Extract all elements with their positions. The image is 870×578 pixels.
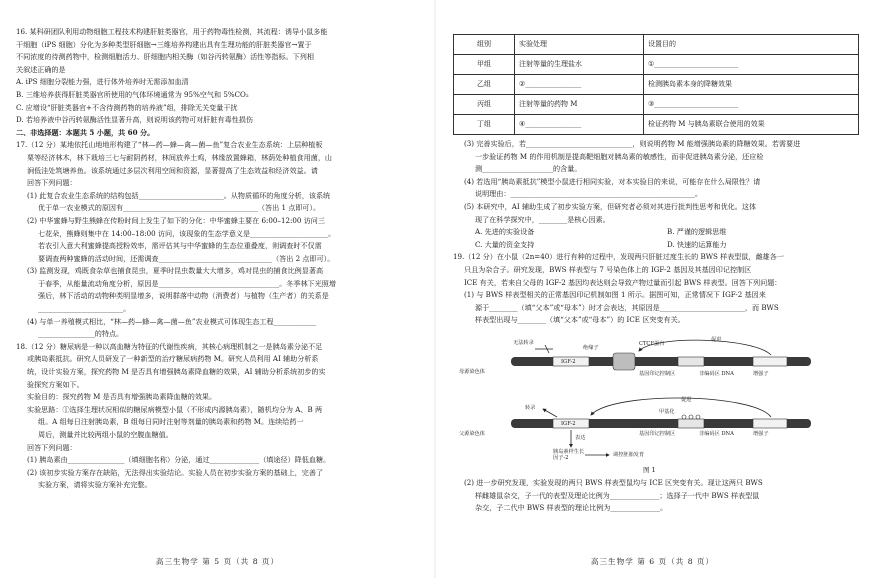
q17-sub: (1) 此复合农业生态系统的结构包括________________________。从物质循环的角度分析，该系统	[27, 190, 331, 200]
q19-line: 样表型出现与________（填“父本”或“母本”）的 ICE 区突变有关。	[475, 315, 685, 325]
q18-line: 实验思路：①选择生理状况相似的糖尿病模型小鼠（不形成内源胰岛素），随机均分为 A、B 两	[27, 404, 323, 414]
methyl-group	[696, 415, 700, 419]
q17-line: 涧低洼处筑塘养鱼。该系统通过多层次利用空间和资源，显著提高了生态效益和经济效益。请	[27, 165, 318, 175]
experiment-table	[453, 34, 859, 135]
q18-cont: (5) 本研究中，AI 辅助生成了初步实验方案，但研究者必须对其进行批判性思考和优化。这体	[464, 201, 757, 211]
page-5-content	[16, 26, 424, 492]
q17-sub: 强后，林下活动的动物种类明显增多，说明群落中动物（消费者）与植物（生产者）的关系是	[38, 291, 329, 301]
q16-line: 关叙述正确的是	[16, 64, 66, 74]
page-6-content	[453, 34, 859, 515]
table-cell: 检测胰岛素本身的降糖效果	[644, 75, 859, 95]
table-header: 实验处理	[515, 35, 644, 55]
insulator-label: 绝缘子	[583, 344, 599, 351]
table-cell: ③________________________	[644, 95, 859, 115]
enhancer-label: 增强子	[753, 370, 769, 377]
express-label: 表达	[575, 434, 586, 441]
q19-line: (1) 与 BWS 样表型相关的正常基因印记机制如图 1 所示。据图可知，正常情况下 IGF-2 基因来	[464, 290, 766, 300]
noncoding-label: 非编码区 DNA	[699, 430, 734, 437]
q19-sub: 杂交，子二代中 BWS 样表型的理论比例为______________。	[475, 503, 668, 513]
table-cell: 注射等量的药物 M	[515, 95, 644, 115]
table-row	[454, 115, 859, 135]
icr-paternal	[678, 419, 704, 428]
q18-line: 或胰岛素抵抗。研究人员研发了一种新型的治疗糖尿病药物 M。研究人员利用 AI 辅助分析系	[27, 354, 319, 364]
noncoding-label: 非编码区 DNA	[699, 370, 734, 377]
page-6	[435, 0, 870, 578]
q16-line: 不同浓度的待测药物中，检测细胞活力、肝细胞内相关酶（如谷丙转氨酶）活性等指标。下列相	[16, 52, 314, 62]
table-header: 设置目的	[644, 35, 859, 55]
page-footer: 高三生物学 第 6 页（共 8 页）	[590, 557, 715, 566]
q16-option: A. iPS 细胞分裂能力强，进行体外培养时无需添加血清	[16, 77, 189, 87]
q17-sub: (4) 与单一养殖模式相比，“林—药—蜂—禽—菌—鱼”农业模式可体现生态工程____________	[27, 316, 317, 326]
table-header: 组别	[454, 35, 515, 55]
q18-sub: (2) 该初步实验方案存在缺陷，无法得出实验结论。实验人员在初步实验方案的基础上，完善了	[27, 467, 324, 477]
table-cell: 乙组	[454, 75, 515, 95]
transcribe-label: 转录	[525, 404, 536, 411]
section-heading: 二、非选择题：本题共 5 小题，共 60 分。	[16, 127, 155, 137]
table-row	[454, 95, 859, 115]
q17-sub: 优于单一农业模式的原因有______________________________________（答出 1 点即可）。	[38, 203, 321, 213]
methyl-label: 甲基化	[659, 408, 675, 415]
table-row	[454, 75, 859, 95]
table-cell: 甲组	[454, 55, 515, 75]
q18-options	[453, 226, 859, 251]
maternal-label: 母源染色体	[459, 368, 485, 375]
regulate-label: 调控胚胎发育	[613, 451, 645, 458]
q17-sub: ________________________。	[38, 304, 131, 314]
q18-line: 组。A 组每日注射胰岛素，B 组每日同时注射等剂量的胰岛素和药物 M。连续给药一	[38, 417, 304, 427]
icr-maternal	[678, 357, 704, 366]
q19-line: 源于________（填“父本”或“母本”）时才会表达，其原因是________________________，而 BWS	[475, 302, 779, 312]
promote-label: 促进	[681, 396, 692, 403]
q19-line: 只且为杂合子。研究发现，BWS 样表型与 7 号染色体上的 IGF-2 基因及其基因印记控制区	[464, 264, 752, 274]
gene-imprinting-diagram	[453, 331, 859, 477]
gene-label: IGF-2	[561, 358, 576, 365]
page-footer: 高三生物学 第 5 页（共 8 页）	[155, 557, 280, 566]
q19-line: ICE 有关，若来自父母的 IGF-2 基因均表达则会导致产物过量而引起 BWS 样表型。回答下列问题：	[464, 277, 782, 287]
q16-line: 16. 某科研团队利用动物细胞工程技术构建肝脏类器官，用于药物毒性检测，其流程：诱导小鼠多能	[16, 27, 328, 36]
q18-cont: (4) 若选用“胰岛素抵抗”模型小鼠进行相同实验，对本实验目的来说，可能存在什么局限性？请	[464, 176, 761, 186]
q18-cont: 一步验证药物 M 的作用机制是提高靶细胞对胰岛素的敏感性，而非促进胰岛素分泌，还应检	[475, 151, 764, 161]
table-cell: 检证药物 M 与胰岛素联合使用的效果	[644, 115, 859, 135]
q17-sub: 若农引入意大利蜜蜂提高授粉效率，需评估其与中华蜜蜂的生态位重叠度，则调查时不仅需	[38, 241, 322, 251]
q19-sub: 样雌雄鼠杂交，子一代的表型及理论比例为______________；选择子一代中 BWS 样表型鼠	[475, 490, 760, 500]
q16-option: C. 应增设“肝脏类器官+不含待测药物的培养液”组，排除无关变量干扰	[16, 102, 238, 112]
table-cell: 丁组	[454, 115, 515, 135]
transcribe-arrow	[543, 409, 557, 417]
q18-cont: 现了在科学探究中，________是核心因素。	[475, 214, 610, 224]
methyl-group	[689, 415, 693, 419]
option: D. 快速的运算能力	[667, 239, 727, 249]
q17-sub: 要调查两种蜜蜂的活动时间，还需调查________________________________（答出 2 点即可）。	[38, 253, 335, 263]
ctcf-label: CTCF蛋白	[639, 340, 665, 347]
figure-1	[453, 331, 859, 477]
icr-label: 基因印记控制区	[639, 370, 676, 377]
option: A. 先进的实验设备	[475, 227, 535, 237]
enhancer-maternal	[753, 357, 787, 366]
enhancer-label: 增强子	[753, 430, 769, 437]
q18-line: 18.（12 分）糖尿病是一种以高血糖为特征的代谢性疾病，其核心病理机制之一是胰岛素分泌不足	[16, 341, 323, 351]
icr-label: 基因印记控制区	[639, 430, 676, 437]
table-row	[454, 55, 859, 75]
q17-sub: 七花朵，熊蜂则集中在 14:00–18:00 访问，该现象的生态学意义是______________________。	[38, 228, 336, 238]
q17-line: 17.（12 分）某地依托山地地形构建了“林—药—蜂—禽—菌—鱼”复合农业生态系统：上层种植板	[16, 140, 323, 150]
table-cell: ②________________	[515, 75, 644, 95]
methyl-group	[682, 415, 686, 419]
q17-sub: 于春季，从能量流动角度分析，原因是__________________________________。冬季林下光照增	[38, 278, 336, 288]
q18-line: 实验目的：探究药物 M 是否具有增强胰岛素降血糖的效果。	[27, 392, 217, 402]
ctcf-protein-shape	[613, 353, 635, 370]
q18-cont: (3) 完善实验后，若______________________________，则说明药物 M 能增强胰岛素的降糖效果。若需要进	[464, 139, 801, 148]
table-cell: ④________________	[515, 115, 644, 135]
option: B. 严谨的逻辑思维	[667, 227, 727, 237]
q17-sub: (3) 监测发现，鸡既食杂草也捕食昆虫，夏季时昆虫数量大大增多，鸡对昆虫的捕食比例显著高	[27, 266, 324, 276]
q19-line: 19.（12 分）在小鼠（2n=40）进行有种的过程中，发现两只肝脏过度生长的 BWS 样表型鼠，雌雄各一	[453, 252, 784, 262]
figure-caption: 图 1	[643, 465, 656, 474]
no-transcription-label: 无法转录	[513, 339, 534, 346]
table-cell: 丙组	[454, 95, 515, 115]
q17-sub: ________________的特点。	[38, 329, 124, 339]
q17-line: 回答下列问题：	[27, 178, 77, 188]
gene-label: IGF-2	[561, 420, 576, 427]
q18-line: 验探究方案如下。	[27, 379, 84, 389]
table-cell: ①________________________	[644, 55, 859, 75]
q16-option: D. 若培养液中谷丙转氨酶活性显著升高，则说明该药物可对肝脏有毒性损伤	[16, 115, 253, 125]
option: C. 大量的资金支持	[475, 239, 535, 249]
q17-line: 栗等经济林木，林下栽培三七与耐阴药材，林间放养土鸡，林缘放置蜂箱，林荫处种植食用菌，山	[27, 152, 333, 162]
q18-cont: 说明理由：____________________________________________________。	[475, 189, 702, 199]
q19-sub: (2) 进一步研究发现，实验发现的两只 BWS 样表型鼠均与 ICE 区突变有关。现让这两只 BWS	[464, 477, 763, 487]
q18-sub: 实验方案，请将实验方案补充完整。	[38, 480, 152, 490]
q18-line: 回答下列问题：	[27, 442, 77, 452]
q18-cont: 测____________________的含量。	[475, 164, 582, 174]
table-cell: 注射等量的生理盐水	[515, 55, 644, 75]
igf2-protein-label: 胰岛素样生长因子-2	[553, 448, 585, 461]
q16-line: 干细胞（iPS 细胞）分化为多种类型肝细胞→三维培养构建出具有生理功能的肝脏类器官→置于	[16, 39, 312, 49]
paternal-label: 父源染色体	[459, 430, 485, 437]
q18-sub: (1) 胰岛素由________________（填细胞名称）分泌，通过______________（填途径）降低血糖。	[27, 455, 331, 465]
table-header-row	[454, 35, 859, 55]
q17-sub: (2) 中华蜜蜂与野生熊蜂在传粉时间上发生了如下的分化：中华蜜蜂主要在 6:00–12:00 访问三	[27, 215, 325, 225]
enhancer-paternal	[753, 419, 787, 428]
promote-label: 促进	[711, 336, 722, 343]
q18-line: 统，设计实验方案，探究药物 M 是否具有增强胰岛素降血糖的效果，AI 辅助分析系统初步的实	[27, 367, 326, 377]
q18-line: 周后，测量并比较两组小鼠的空腹血糖值。	[38, 430, 173, 439]
q16-option: B. 三维培养获得肝脏类器官所使用的气体环境通常为 95%空气和 5%CO₂	[16, 89, 249, 99]
